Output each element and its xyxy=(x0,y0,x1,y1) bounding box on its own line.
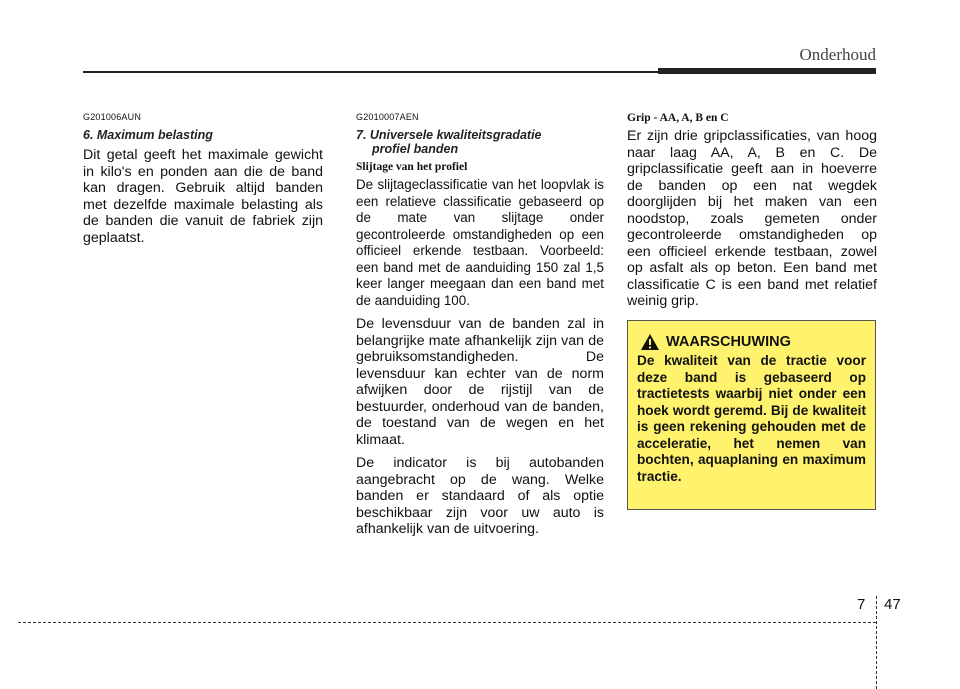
warning-title: WAARSCHUWING xyxy=(666,334,791,350)
section-code: G2010007AEN xyxy=(356,112,419,122)
body-paragraph: De indicator is bij autobanden aangebracht op de wang. Welke banden er standaard of als optie beschikbaar zijn voor uw auto is afhankelijk van de uitvoering. xyxy=(356,455,604,537)
section-code: G201006AUN xyxy=(83,112,142,122)
warning-text: De kwaliteit van de tractie voor deze band is gebaseerd op tractietests waarbij niet onder een hoek wordt geremd. Bij de kwaliteit is geen rekening gehouden met de acceleratie, het nemen van bochten, aquaplaning en maximum tractie. xyxy=(637,353,866,484)
header-rule-accent xyxy=(658,68,876,74)
section-heading-line-2: profiel banden xyxy=(372,142,459,156)
subsection-heading: Grip - AA, A, B en C xyxy=(627,112,729,124)
footer-separator xyxy=(876,596,877,689)
warning-triangle-icon xyxy=(640,333,660,351)
body-paragraph: Er zijn drie gripclassificaties, van hoog naar laag AA, A, B en C. De gripclassificatie geeft aan in hoeverre de banden op een nat wegdek doorglijden bij het maken van een noodstop, zoals gemeten onder gecontroleerde omstandigheden op een officieel erkende testbaan, zowel op asfalt als op beton. Een band met classificatie C is een band met relatief weinig grip. xyxy=(627,128,877,309)
column-3 xyxy=(627,112,877,317)
section-heading xyxy=(356,128,604,156)
footer-rule xyxy=(18,622,876,623)
section-heading: 6. Maximum belasting xyxy=(83,128,213,142)
column-1 xyxy=(83,112,323,253)
section-heading-line-1: 7. Universele kwaliteitsgradatie xyxy=(356,128,542,142)
warning-box xyxy=(627,320,876,510)
header-rule xyxy=(83,71,658,73)
section-title: Onderhoud xyxy=(799,45,876,64)
body-paragraph: De levensduur van de banden zal in belangrijke mate afhankelijk zijn van de gebruiksomstandigheden. De levensduur kan echter van de norm afwijken door de rijstijl van de bestuurder, onderhoud van de banden, de toestand van de wegen en het klimaat. xyxy=(356,316,604,448)
subsection-heading: Slijtage van het profiel xyxy=(356,161,468,173)
warning-header xyxy=(637,333,866,351)
page-number: 47 xyxy=(884,596,901,613)
column-2 xyxy=(356,112,604,545)
chapter-number: 7 xyxy=(857,596,866,613)
body-paragraph: De slijtageclassificatie van het loopvlak is een relatieve classificatie gebaseerd op de mate van slijtage onder gecontroleerde omstandigheden op een officieel erkende testbaan. Voorbeeld: een band met de aanduiding 150 zal 1,5 keer langer meegaan dan een band met de aanduiding 100. xyxy=(356,177,604,308)
body-paragraph: Dit getal geeft het maximale gewicht in kilo's en ponden aan die de band kan dragen. Gebruik altijd banden met dezelfde maximale belasting als de banden die vanuit de fabriek zijn geplaatst. xyxy=(83,147,323,246)
